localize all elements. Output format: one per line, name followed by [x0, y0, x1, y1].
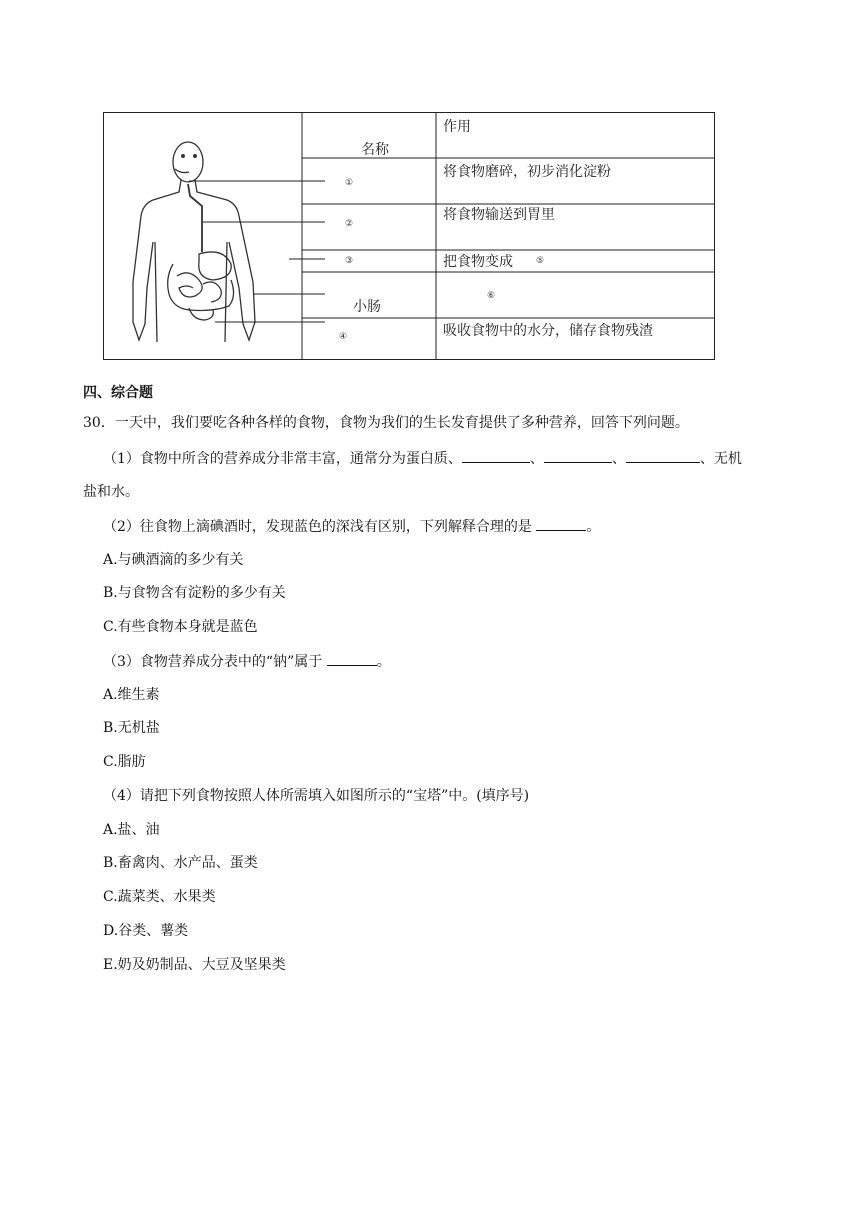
human-body-drawing	[133, 142, 255, 342]
q2-end: 。	[586, 519, 601, 535]
q3-option-b: B.无机盐	[103, 720, 160, 736]
answer-blank[interactable]	[626, 448, 700, 463]
header-function-label: 作用	[443, 119, 471, 135]
marker-5: ⑤	[536, 256, 545, 266]
answer-blank[interactable]	[327, 651, 377, 666]
q2-option-b: B.与食物含有淀粉的多少有关	[103, 585, 286, 601]
q4-option-a: A.盐、油	[103, 822, 160, 838]
q3-option-a: A.维生素	[103, 687, 160, 703]
q3-text: （3）食物营养成分表中的“钠”属于	[103, 654, 323, 670]
row-2-function: 将食物输送到胃里	[443, 207, 555, 223]
row-3-function: 把食物变成	[443, 254, 513, 270]
q4-option-c: C.蔬菜类、水果类	[103, 889, 216, 905]
question-stem: 一天中，我们要吃各种各样的食物，食物为我们的生长发育提供了多种营养，回答下列问题。	[114, 415, 689, 431]
question-stem-line	[83, 413, 689, 433]
q3-option-c: C.脂肪	[103, 754, 146, 770]
q3-end: 。	[376, 654, 391, 670]
q1-separator: 、	[611, 451, 626, 467]
q1-line	[103, 448, 742, 469]
q2-option-a: A.与碘酒滴的多少有关	[103, 552, 244, 568]
q1-text: （1）食物中所含的营养成分非常丰富，通常分为蛋白质、	[103, 451, 462, 467]
header-name-label: 名称	[361, 142, 389, 158]
row-5-function: 吸收食物中的水分，储存食物残渣	[443, 323, 653, 339]
q1-text-end: 、无机	[699, 451, 742, 467]
q4-option-b: B.畜禽肉、水产品、蛋类	[103, 855, 258, 871]
marker-1: ①	[345, 178, 354, 188]
marker-6: ⑥	[487, 291, 496, 301]
row-1-function: 将食物磨碎，初步消化淀粉	[443, 164, 611, 180]
q4-option-d: D.谷类、薯类	[103, 923, 189, 939]
answer-blank[interactable]	[544, 448, 612, 463]
section-title: 四、综合题	[83, 385, 153, 401]
answer-blank[interactable]	[462, 448, 530, 463]
marker-2: ②	[345, 219, 354, 229]
q4-line: （4）请把下列食物按照人体所需填入如图所示的“宝塔”中。(填序号)	[103, 788, 530, 804]
q2-text: （2）往食物上滴碘酒时，发现蓝色的深浅有区别，下列解释合理的是	[103, 519, 532, 535]
answer-blank[interactable]	[536, 516, 586, 531]
row-4-name: 小肠	[353, 299, 381, 315]
digestive-system-figure	[103, 112, 715, 360]
figure-svg	[103, 112, 715, 360]
q4-option-e: E.奶及奶制品、大豆及坚果类	[103, 957, 286, 973]
q2-option-c: C.有些食物本身就是蓝色	[103, 619, 258, 635]
question-number: 30．	[83, 415, 115, 431]
marker-4: ④	[339, 332, 348, 342]
q1-line-2: 盐和水。	[83, 484, 139, 500]
q3-line	[103, 651, 391, 672]
q2-line	[103, 516, 600, 537]
q1-separator: 、	[529, 451, 544, 467]
marker-3: ③	[345, 256, 354, 266]
